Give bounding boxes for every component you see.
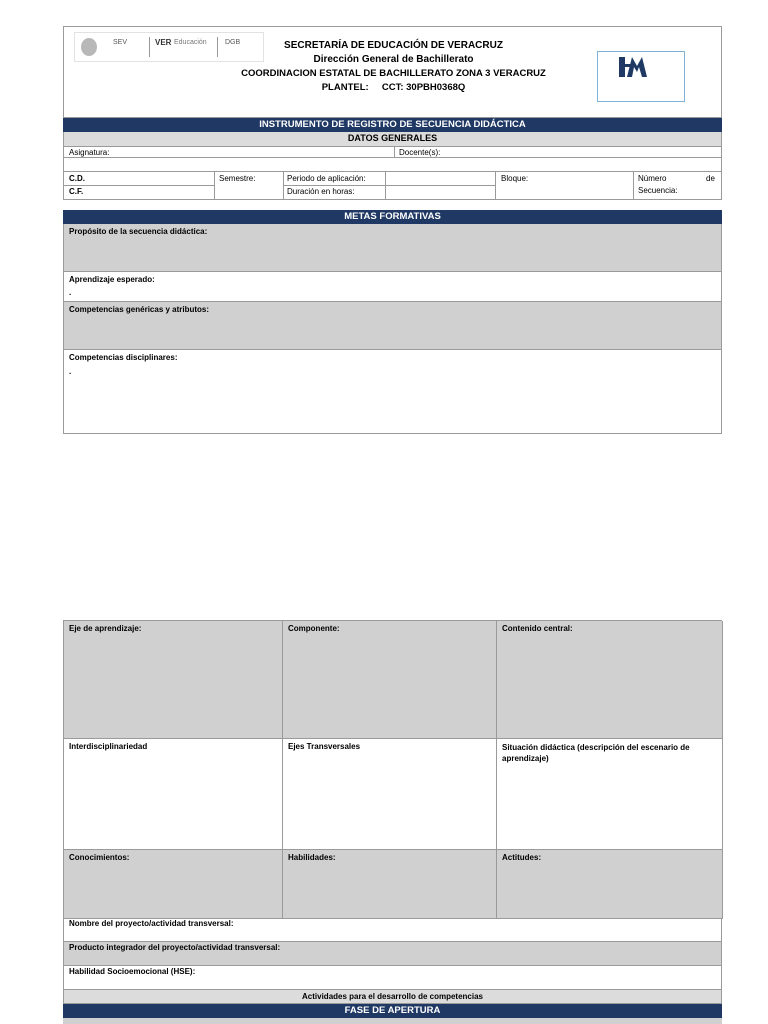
asignatura-divider bbox=[394, 147, 395, 157]
asignatura-row bbox=[63, 146, 722, 158]
competencias-disciplinares-label: Competencias disciplinares: bbox=[69, 353, 178, 362]
institution-logo bbox=[597, 51, 685, 102]
nombre-proyecto-row bbox=[63, 918, 722, 942]
col-div-4 bbox=[495, 172, 496, 200]
actividades-row: Actividades para el desarrollo de competencias bbox=[63, 990, 722, 1004]
eje-label: Eje de aprendizaje: bbox=[69, 624, 142, 633]
hse-label: Habilidad Socioemocional (HSE): bbox=[69, 967, 196, 976]
ejes-transversales-cell bbox=[283, 739, 497, 850]
competencias-bullet: . bbox=[69, 367, 72, 376]
nombre-proyecto-label: Nombre del proyecto/actividad transversal: bbox=[69, 919, 234, 928]
producto-label: Producto integrador del proyecto/actividad transversal: bbox=[69, 943, 281, 952]
bloque-label: Bloque: bbox=[501, 174, 529, 183]
proposito-label: Propósito de la secuencia didáctica: bbox=[69, 227, 208, 236]
aprendizaje-label: Aprendizaje esperado: bbox=[69, 275, 155, 284]
spacer-row bbox=[63, 158, 722, 172]
contenido-cell bbox=[497, 621, 723, 739]
semestre-label: Semestre: bbox=[219, 174, 256, 183]
contenido-label: Contenido central: bbox=[502, 624, 573, 633]
header-line-3: COORDINACION ESTATAL DE BACHILLERATO ZONA 3 VERACRUZ bbox=[241, 68, 546, 79]
fase-apertura-title: FASE DE APERTURA bbox=[63, 1004, 722, 1018]
producto-row bbox=[63, 942, 722, 966]
col-div-3 bbox=[385, 172, 386, 200]
competencias-genericas-section bbox=[63, 302, 722, 350]
ver-logo-text: VER bbox=[155, 38, 172, 47]
interdisciplinariedad-cell bbox=[64, 739, 283, 850]
conocimientos-cell bbox=[64, 850, 283, 919]
actitudes-label: Actitudes: bbox=[502, 853, 542, 862]
habilidades-label: Habilidades: bbox=[288, 853, 336, 862]
datos-generales-title: DATOS GENERALES bbox=[63, 132, 722, 146]
competencias-disciplinares-section bbox=[63, 350, 722, 434]
situacion-label: Situación didáctica (descripción del escenario de aprendizaje) bbox=[502, 743, 690, 763]
competencias-genericas-label: Competencias genéricas y atributos: bbox=[69, 305, 210, 314]
col-div-2 bbox=[283, 172, 284, 200]
dgb-logo-text: DGB bbox=[225, 39, 241, 46]
header-box bbox=[63, 26, 722, 118]
col-div-5 bbox=[633, 172, 634, 200]
header-line-1: SECRETARÍA DE EDUCACIÓN DE VERACRUZ bbox=[284, 40, 503, 51]
hse-row bbox=[63, 966, 722, 990]
datos-grid bbox=[63, 172, 722, 200]
periodo-divider bbox=[283, 185, 495, 186]
asignatura-label: Asignatura: bbox=[69, 148, 110, 157]
numero-label: Número bbox=[638, 174, 667, 183]
de-label: de bbox=[706, 174, 715, 183]
educacion-logo-text: Educación bbox=[174, 39, 207, 46]
aprendizaje-bullet: . bbox=[69, 288, 72, 297]
sev-logo-text: SEV bbox=[113, 39, 128, 46]
proposito-section bbox=[63, 224, 722, 272]
conocimientos-label: Conocimientos: bbox=[69, 853, 130, 862]
interdisciplinariedad-label: Interdisciplinariedad bbox=[69, 742, 148, 751]
docentes-label: Docente(s): bbox=[399, 148, 441, 157]
ejes-transversales-label: Ejes Transversales bbox=[288, 742, 361, 751]
header-line-4: PLANTEL: CCT: 30PBH0368Q bbox=[321, 82, 466, 93]
cbm-logo-icon bbox=[598, 52, 686, 103]
instrument-title: INSTRUMENTO DE REGISTRO DE SECUENCIA DIDÁCTICA bbox=[63, 118, 722, 132]
duracion-label: Duración en horas: bbox=[287, 187, 355, 196]
situacion-cell bbox=[497, 739, 723, 850]
secuencia-label: Secuencia: bbox=[638, 186, 678, 195]
aprendizaje-section bbox=[63, 272, 722, 302]
habilidades-cell bbox=[283, 850, 497, 919]
cd-divider bbox=[64, 185, 214, 186]
metas-title: METAS FORMATIVAS bbox=[63, 210, 722, 224]
fase-apertura-body bbox=[63, 1018, 722, 1024]
periodo-label: Periodo de aplicación: bbox=[287, 174, 366, 183]
componente-cell bbox=[283, 621, 497, 739]
actitudes-cell bbox=[497, 850, 723, 919]
cd-label: C.D. bbox=[69, 174, 85, 183]
componente-label: Componente: bbox=[288, 624, 340, 633]
eje-cell bbox=[64, 621, 283, 739]
grid-table bbox=[63, 620, 722, 918]
header-line-2: Dirección General de Bachillerato bbox=[313, 54, 474, 65]
cf-label: C.F. bbox=[69, 187, 84, 196]
col-div-1 bbox=[214, 172, 215, 200]
